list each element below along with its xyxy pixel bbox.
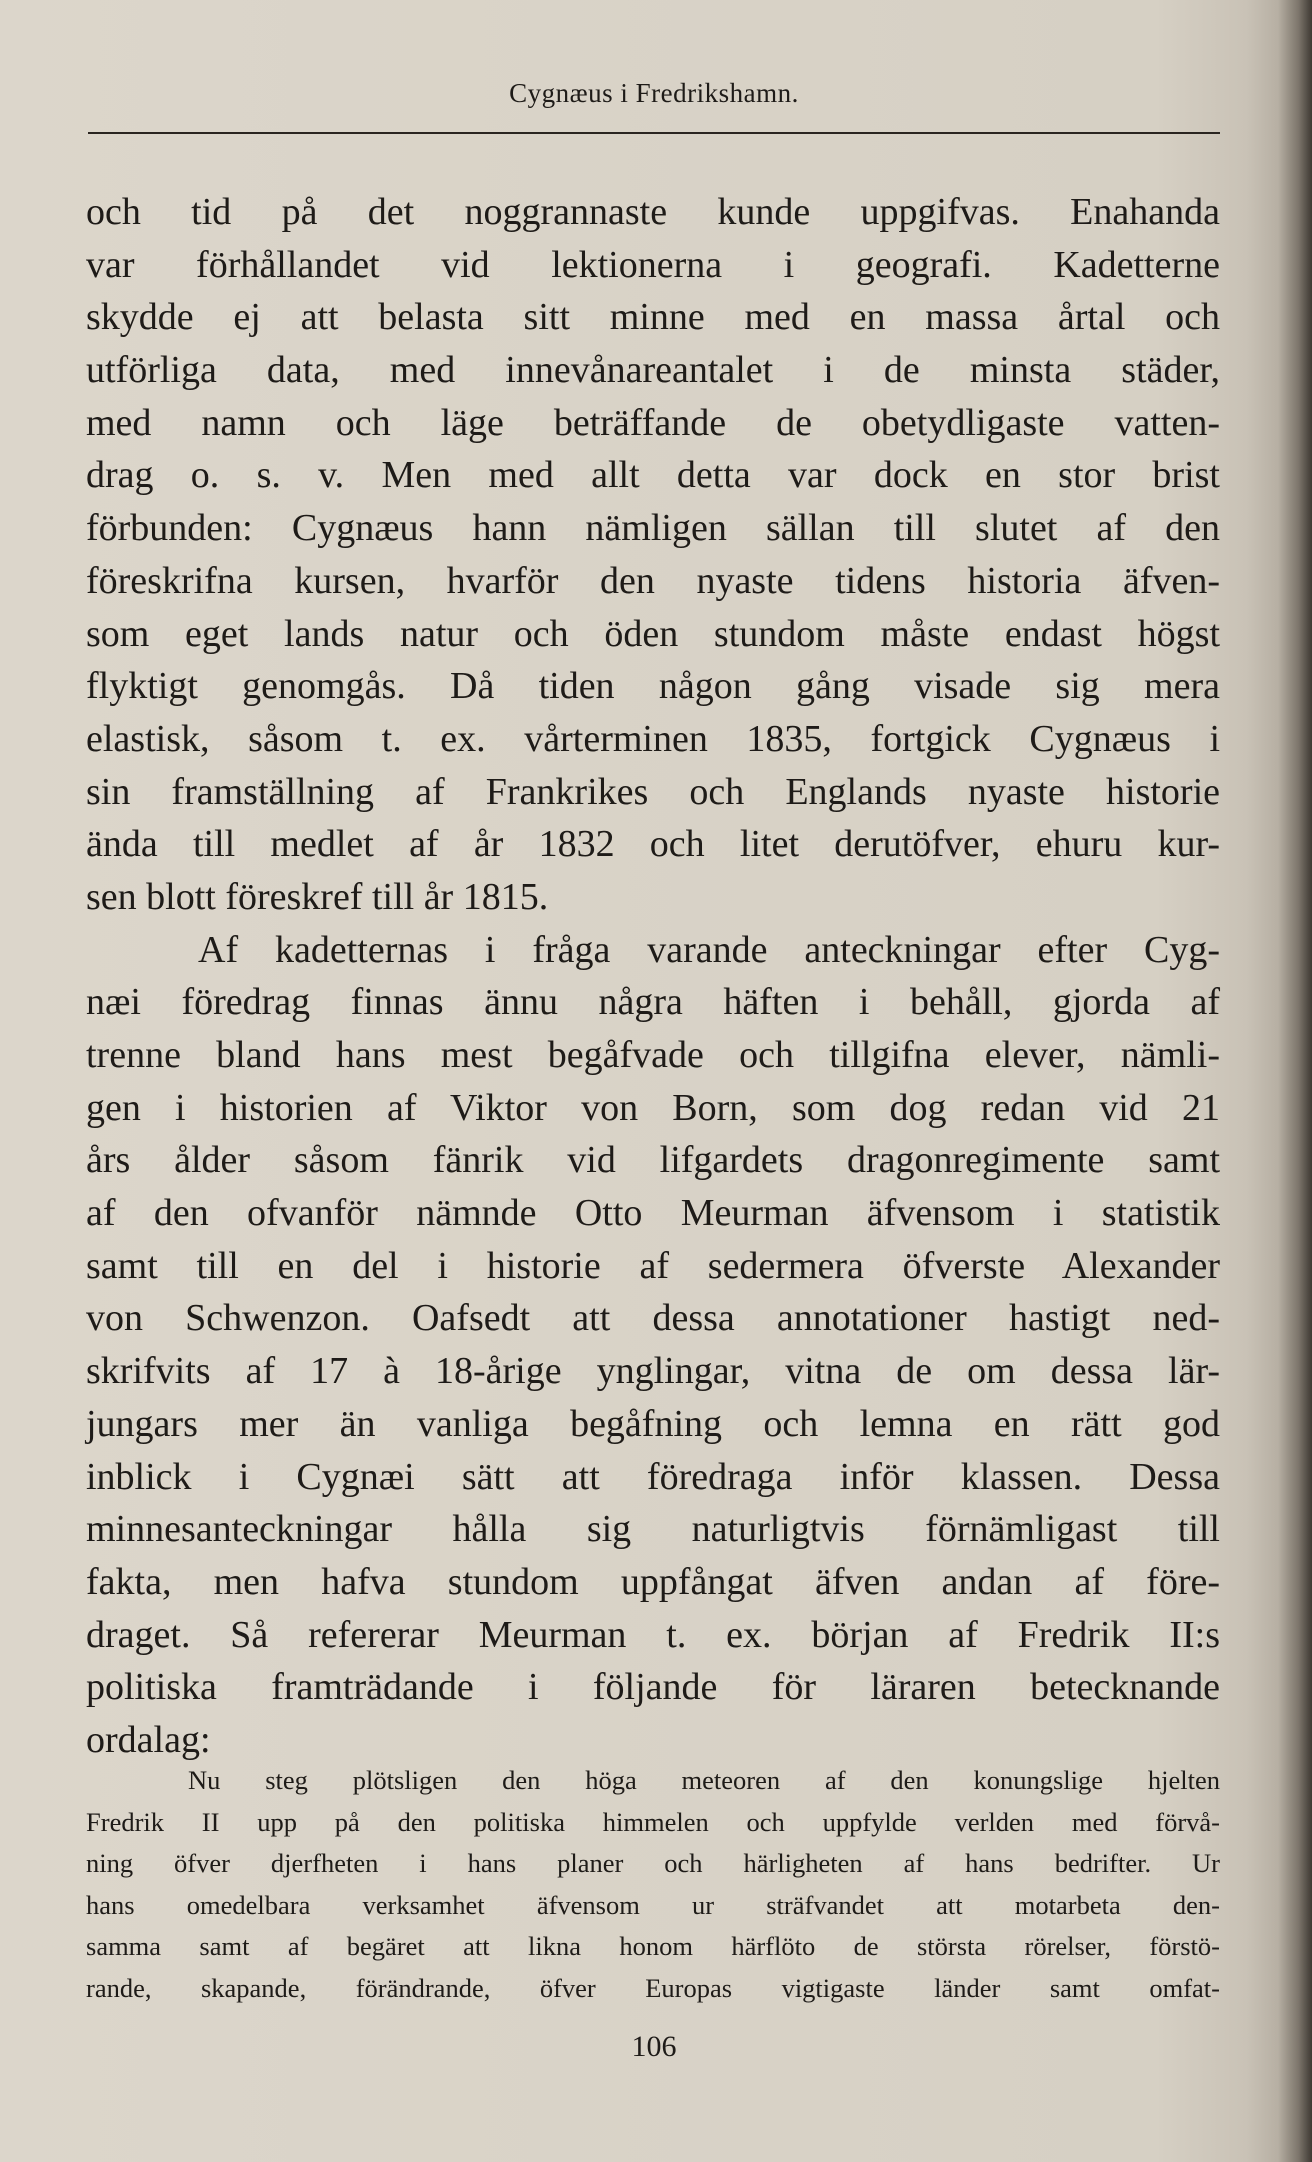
text-line: flyktigt genomgås. Då tiden någon gång visade sig mera [86,665,1220,708]
body-text [86,186,1220,1767]
text-line: gen i historien af Viktor von Born, som dog redan vid 21 [86,1086,1220,1129]
quote-line: Fredrik II upp på den politiska himmelen och uppfylde verlden med förvå- [86,1806,1220,1837]
text-line: och tid på det noggrannaste kunde uppgifvas. Enahanda [86,191,1220,233]
text-line: års ålder såsom fänrik vid lifgardets dragonregimente samt [86,1139,1220,1182]
text-line: ordalag: [86,1718,211,1761]
quote-line: hans omedelbara verksamhet äfvensom ur sträfvandet att motarbeta den- [86,1889,1220,1920]
text-line: sin framställning af Frankrikes och Englands nyaste historie [86,770,1220,813]
text-line: som eget lands natur och öden stundom måste endast högst [86,612,1220,655]
text-line: næi föredrag finnas ännu några häften i behåll, gjorda af [86,981,1220,1024]
page-gutter-shadow [1278,0,1312,2162]
header-rule [88,132,1220,134]
block-quote [86,1760,1220,2009]
text-line: jungars mer än vanliga begåfning och lemna en rätt god [86,1402,1220,1445]
text-line: von Schwenzon. Oafsedt att dessa annotationer hastigt ned- [86,1297,1220,1340]
text-line: skrifvits af 17 à 18-årige ynglingar, vitna de om dessa lär- [86,1350,1220,1393]
text-line: elastisk, såsom t. ex. vårterminen 1835, fortgick Cygnæus i [86,717,1220,760]
text-line: politiska framträdande i följande för läraren betecknande [86,1666,1220,1709]
page-number: 106 [631,2030,677,2063]
text-line: trenne bland hans mest begåfvade och tillgifna elever, nämli- [86,1034,1220,1076]
text-line: utförliga data, med innevånareantalet i de minsta städer, [86,349,1220,392]
quote-line: ning öfver djerfheten i hans planer och härligheten af hans bedrifter. Ur [86,1848,1220,1878]
text-line: minnesanteckningar hålla sig naturligtvis förnämligast till [86,1508,1220,1551]
text-line: sen blott föreskref till år 1815. [86,875,549,918]
text-line: med namn och läge beträffande de obetydligaste vatten- [86,401,1220,444]
text-line: inblick i Cygnæi sätt att föredraga inför klassen. Dessa [86,1455,1220,1498]
text-line: skydde ej att belasta sitt minne med en massa årtal och [86,296,1220,339]
text-line: föreskrifna kursen, hvarför den nyaste tidens historia äfven- [86,559,1220,602]
text-line: draget. Så refererar Meurman t. ex. början af Fredrik II:s [86,1613,1220,1656]
text-line: Af kadetternas i fråga varande anteckningar efter Cyg- [198,928,1220,971]
text-line: af den ofvanför nämnde Otto Meurman äfvensom i statistik [86,1192,1220,1235]
quote-line: Nu steg plötsligen den höga meteoren af den konungslige hjelten [188,1765,1220,1795]
text-line: fakta, men hafva stundom uppfångat äfven andan af före- [86,1560,1220,1603]
text-line: samt till en del i historie af sedermera öfverste Alexander [86,1244,1220,1287]
quote-line: rande, skapande, förändrande, öfver Europas vigtigaste länder samt omfat- [86,1972,1220,2003]
text-line: ända till medlet af år 1832 och litet derutöfver, ehuru kur- [86,823,1220,866]
quote-line: samma samt af begäret att likna honom härflöto de största rörelser, förstö- [86,1931,1220,1961]
text-line: var förhållandet vid lektionerna i geografi. Kadetterne [86,243,1220,286]
text-line: drag o. s. v. Men med allt detta var dock en stor brist [86,454,1220,497]
text-line: förbunden: Cygnæus hann nämligen sällan till slutet af den [86,507,1220,550]
running-header: Cygnæus i Fredrikshamn. [509,78,799,108]
